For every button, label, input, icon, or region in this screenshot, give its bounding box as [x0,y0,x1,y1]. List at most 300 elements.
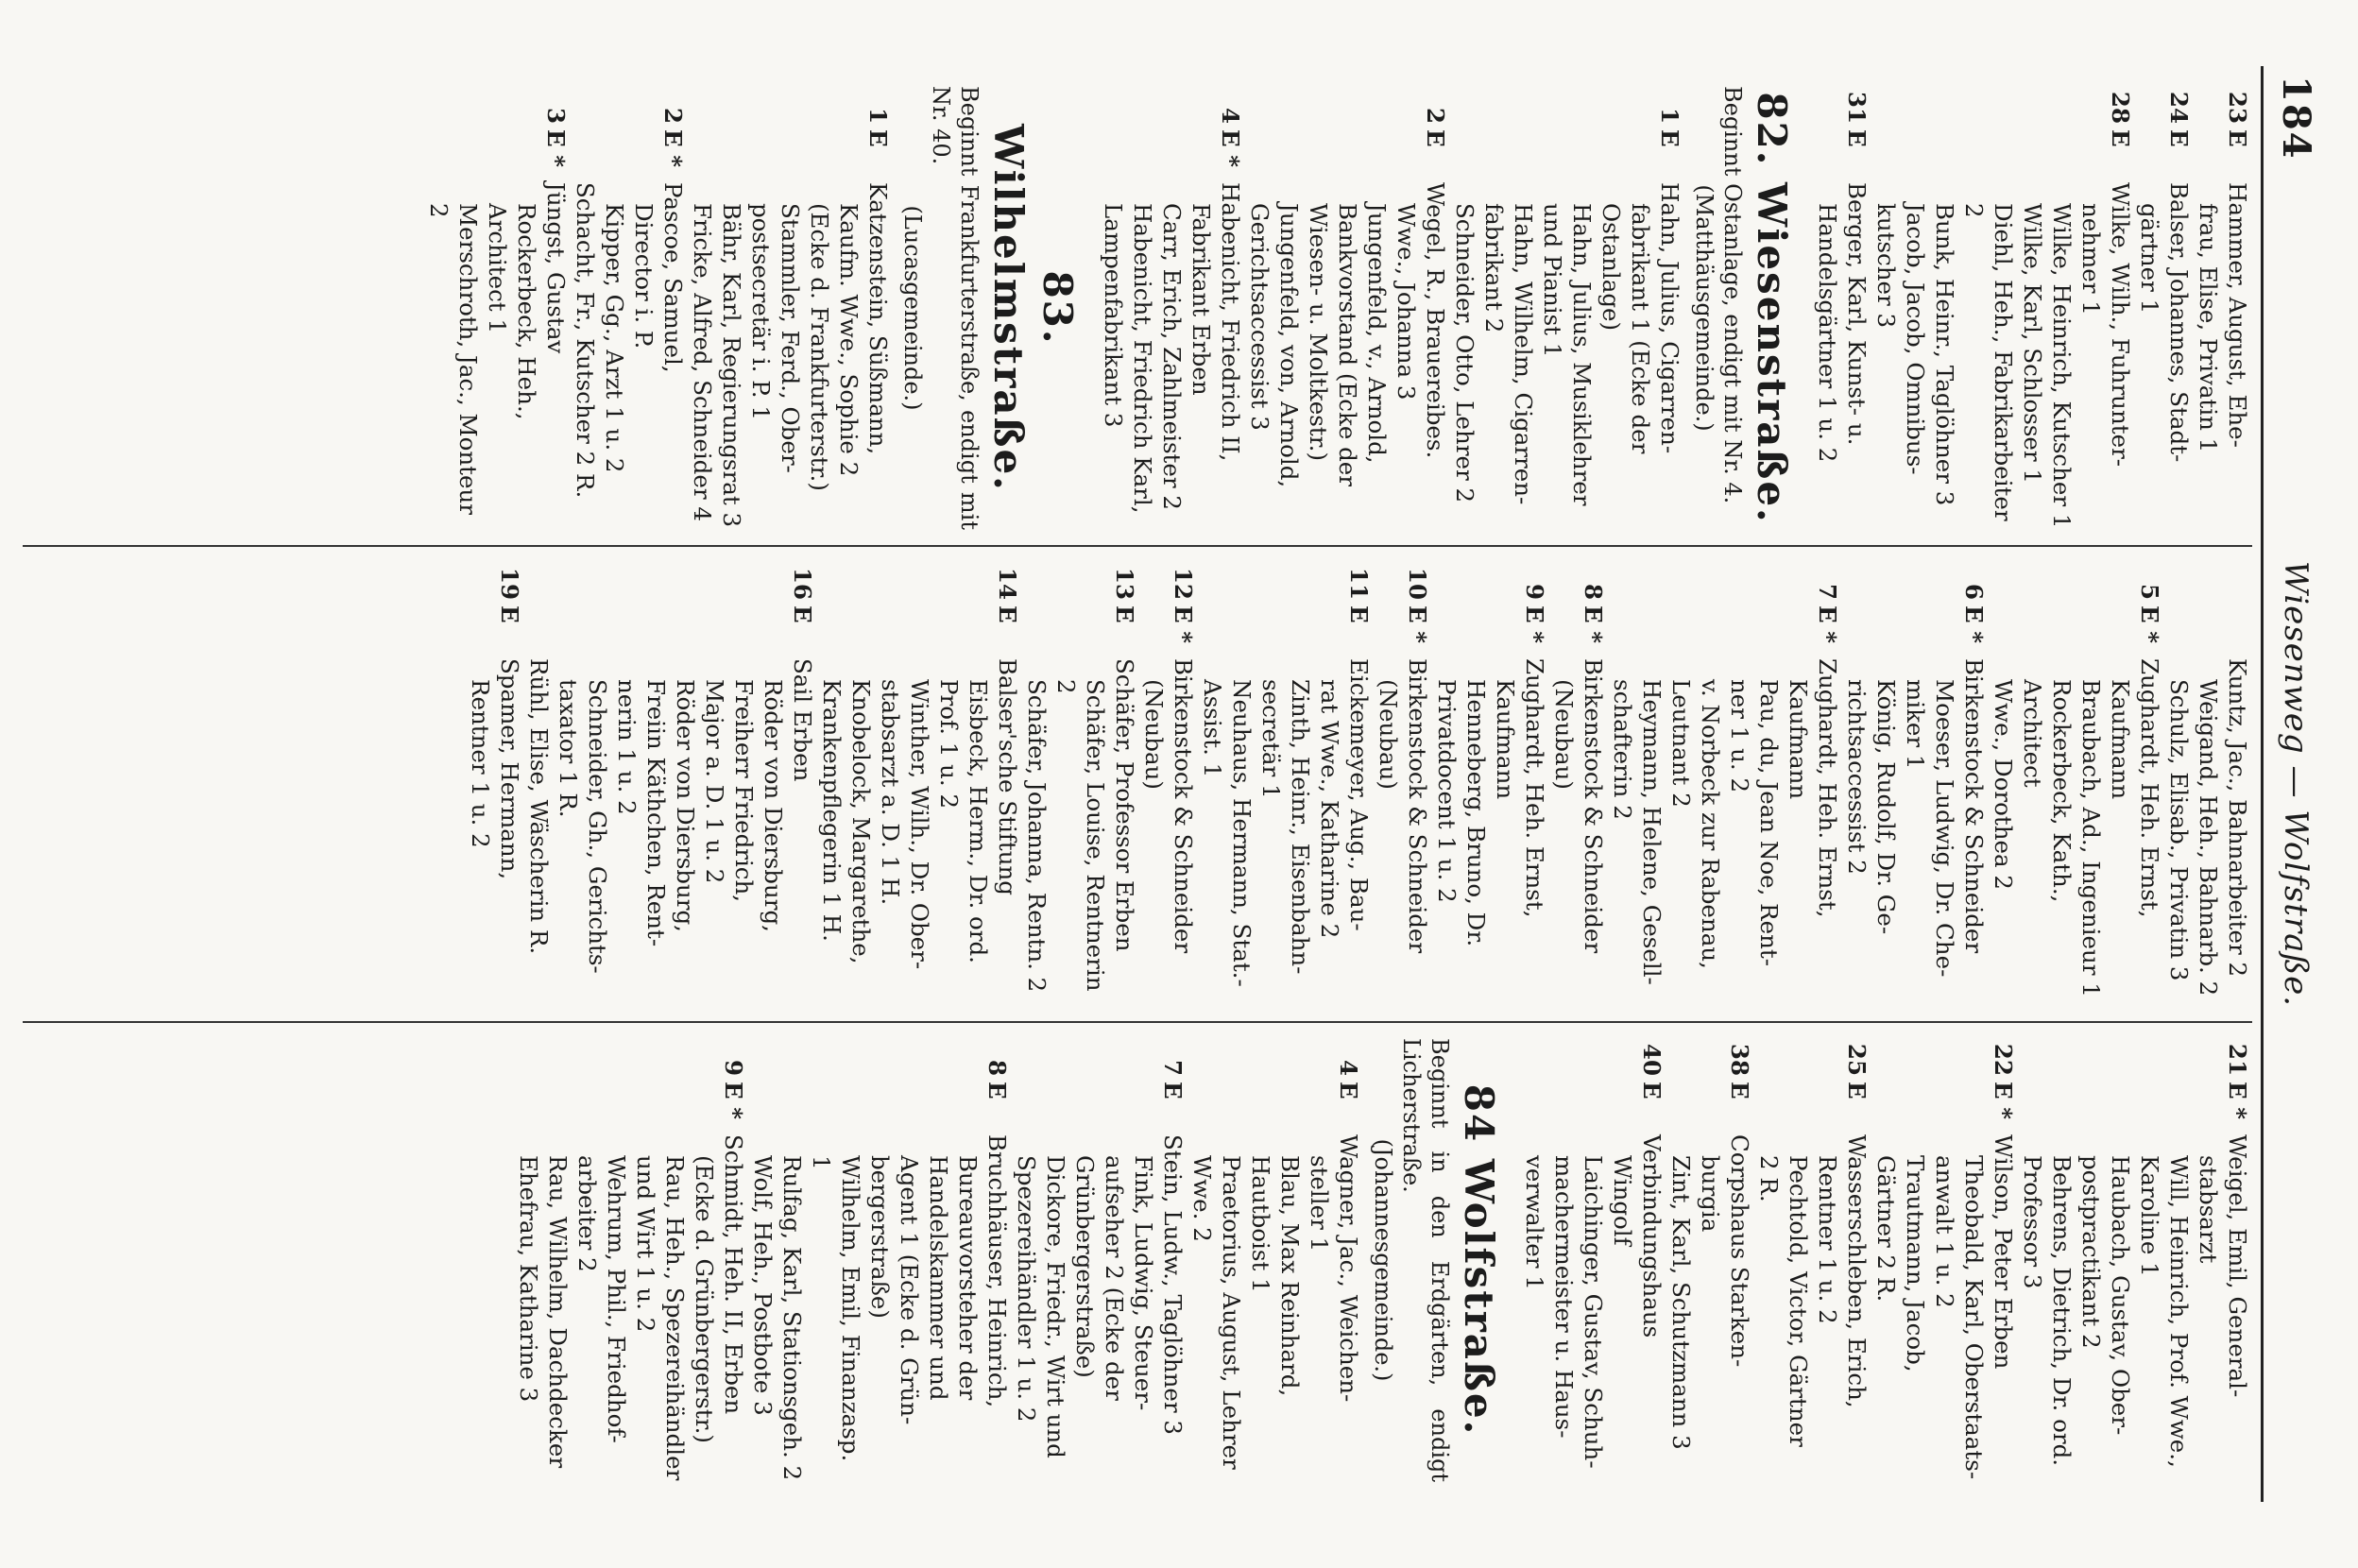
entry-flag: E [994,605,1021,623]
resident-line: König, Rudolf, Dr. Ge- [1872,679,1900,935]
resident-line: stabsarzt [2195,1155,2222,1264]
resident-line: Zinth, Heinr., Eisenbahn- [1287,679,1314,975]
resident-line: stabsarzt a. D. 1 H. [877,679,904,906]
resident-line: Fricke, Alfred, Schneider 4 [689,203,716,521]
resident-line: Sail Erben [789,658,816,782]
house-entry [1188,1038,1363,1482]
entry-flag: E [2165,129,2193,147]
resident-line: ner 1 u. 2 [1726,679,1753,793]
resident-line: und Pianist 1 [1539,203,1566,358]
resident-line: Bureauvorsteher der [954,1155,982,1401]
resident-line: Blau, Max Reinhard, [1276,1155,1304,1397]
resident-line: Agent 1 (Ecke d. Grün- [896,1155,923,1425]
resident-line: Fink, Ludwig, Steuer- [1130,1155,1157,1411]
house-number: 4 [1217,107,1244,124]
resident-line: Fabrikant Erben [1188,203,1215,396]
house-entry [2194,86,2252,530]
resident-line: Birkenstock & Schneider [1170,658,1197,954]
resident-line: Winther, Wilh., Dr. Ober- [906,679,933,970]
house-entry [1139,562,1198,1006]
resident-line: Wilhelm, Emil, Finanzasp. 1 [808,1155,864,1462]
resident-line: Director i. P. [630,203,658,349]
resident-line: Röder von Diersburg, [760,679,787,932]
resident-line: Verbindungshaus [1638,1134,1666,1338]
resident-line: Röder von Diersburg, [672,679,699,932]
house-entry [1666,1038,1754,1482]
resident-line: nerin 1 u. 2 [613,679,641,815]
resident-line: Spamer, Hermann, [496,658,523,880]
house-number: 10 [1404,567,1431,600]
entry-flag: E [496,605,523,623]
resident-line: machermeister u. Haus- [1550,1155,1578,1439]
page-header [2261,66,2318,1502]
resident-line: secretär 1 [1257,679,1285,799]
resident-line: Bähr, Karl, Regierungsrat 3 [718,203,745,528]
resident-list [1012,1134,1188,1482]
resident-line: Braubach, Ad., Ingenieur 1 [2077,679,2105,997]
street-description: Beginnt Frankfurterstraße, endigt mit Nr. 40. [928,86,982,530]
house-number: 13 [1111,567,1138,600]
house-number: 24 [2165,91,2193,124]
resident-line: (Neubau) [1140,679,1168,790]
resident-line: Wiesen- u. Moltkestr.) [1305,203,1332,462]
street-heading [1690,86,1796,530]
resident-line: Schulz, Elisab., Privatin 3 [2165,679,2193,981]
resident-line: Laichinger, Gustav, Schuh- [1580,1155,1607,1469]
resident-line: Behrens, Dietrich, Dr. ord. [2048,1155,2076,1467]
resident-list [2135,182,2194,530]
resident-line: Carr, Erich, Zahlmeister 2 [1158,203,1186,510]
resident-line: Rockerbeck, Kath., Architect [2019,679,2076,903]
resident-line: arbeiter 2 [573,1155,601,1272]
entry-flag: E [1422,129,1449,147]
resident-list [1099,182,1245,530]
resident-list [1139,658,1198,1006]
resident-list [1520,1134,1666,1482]
resident-list [1754,1134,1871,1482]
resident-line: Privatdocent 1 u. 2 [1433,679,1461,903]
resident-line: Birkenstock & Schneider [1404,658,1431,954]
resident-line: Rau, Wilhelm, Dachdecker [544,1155,572,1469]
resident-line: schafterin 2 [1609,679,1636,820]
house-entry [1842,562,1989,1006]
resident-list [1666,1134,1754,1482]
house-number: 19 [496,567,523,600]
resident-line: Ehefrau, Katharine 3 [515,1155,542,1403]
resident-line: Schacht, Fr., Kutscher 2 R. [572,182,599,499]
street-parish: (Lucasgemeinde.) [899,205,926,411]
resident-list [524,658,554,1006]
street-heading [898,86,1082,530]
entry-flag: E * [1170,605,1197,644]
entry-flag: E * [542,129,570,168]
resident-line: (Ecke d. Grünbergerstr.) [691,1155,718,1443]
resident-line: Professor 3 [2019,1155,2046,1289]
house-entry [1813,86,1871,530]
resident-line: Wwe. 2 [1188,1155,1216,1242]
entry-flag: E [1345,605,1373,623]
resident-line: Eickemeyer, Aug., Bau- [1345,658,1373,931]
resident-line: verwalter 1 [1521,1155,1548,1290]
resident-list [1842,658,1989,1006]
entry-flag: E * [2136,605,2163,644]
house-entry [2018,1038,2252,1482]
house-entry [1608,562,1842,1006]
house-entry [1549,562,1608,1006]
column-3 [23,1021,2252,1497]
entry-flag: E * [1217,129,1244,168]
resident-line: steller 1 [1306,1155,1333,1253]
resident-line: Balser'sche Stiftung [994,658,1021,895]
resident-list [466,658,524,1006]
column-2 [23,545,2252,1021]
resident-list [688,182,893,530]
house-number: 31 [1843,91,1871,124]
house-number: 8 [983,1059,1011,1076]
resident-line: Pau, du, Jean Noe, Rent- [1755,679,1783,966]
running-head: Wiesenweg — Wolfstraße. [2277,560,2315,1008]
resident-line: Bunk, Heinr., Taglöhner 3 [1931,203,1958,506]
entry-flag: E * [659,129,687,168]
resident-line: postsecretär i. P. 1 [747,203,775,420]
resident-line: (Neubau) [1375,679,1402,790]
resident-line: Ostanlage) [1598,203,1625,332]
resident-line: Prof. 1 u. 2 [935,679,963,810]
house-entry [1245,86,1450,530]
resident-line: Bankvorstand (Ecke der [1334,203,1361,487]
resident-line: Hahn, Wilhelm, Cigarren- [1510,203,1537,505]
house-entry [600,86,688,530]
resident-line: Leutnant 2 [1667,679,1695,808]
entry-flag: E [1638,1082,1666,1099]
entry-flag: E * [1960,605,1988,644]
resident-line: Hahn, Julius, Cigarren- [1656,182,1683,454]
resident-list [817,658,1022,1006]
resident-line: Zughardt, Heh. Ernst, [2136,658,2163,918]
resident-line: Kaufmann [1492,679,1519,800]
resident-line: fabrikant 1 (Ecke der [1627,203,1654,454]
column-1 [23,71,2252,545]
resident-line: Lampenfabrikant 3 [1100,203,1127,428]
resident-line: Kuntz, Jac., Bahnarbeiter 2 [2224,658,2251,978]
house-entry [1450,86,1684,530]
house-entry [571,86,600,530]
resident-line: Neuhaus, Hermann, Stat.- [1228,679,1256,987]
house-entry [1198,562,1374,1006]
resident-line: und Wirt 1 u. 2 [632,1155,659,1333]
resident-line: kutscher 3 [1872,203,1900,329]
house-entry [688,86,893,530]
resident-line: Stein, Ludw., Taglöhner 3 [1159,1134,1187,1435]
resident-line: nehmer 1 [2077,203,2105,315]
resident-line: Schneider, Otto, Lehrer 2 [1451,203,1478,503]
resident-line: Henneberg, Bruno, Dr. [1462,679,1490,947]
resident-line: burgia [1697,1155,1724,1233]
resident-line: anwalt 1 u. 2 [1931,1155,1958,1308]
entry-flag: E * [1814,605,1841,644]
house-entry [817,562,1022,1006]
house-entry [2164,562,2252,1006]
house-entry [1754,1038,1871,1482]
resident-line: Eisbeck, Herm., Dr. ord. [965,679,992,963]
resident-line: bergerstraße) [866,1155,894,1319]
resident-list [1813,182,1871,530]
resident-line: miker 1 [1902,679,1929,770]
resident-list [1432,658,1549,1006]
entry-flag: E * [1521,605,1548,644]
resident-line: Corpshaus Starken- [1726,1134,1753,1368]
resident-line: Hammer, August, Ehe- [2224,182,2251,448]
resident-line: Schäfer, Johanna, Rentn. 2 [1023,679,1051,993]
resident-list [1450,182,1684,530]
resident-line: Will, Heinrich, Prof. Wwe., [2165,1155,2193,1468]
resident-line: v. Norbeck zur Rabenau, [1697,679,1724,969]
resident-line: Heymann, Helene, Gesell- [1638,679,1666,985]
house-number: 8 [1580,583,1607,600]
house-number: 1 [864,107,892,124]
resident-line: Wolf, Heh., Postbote 3 [749,1155,777,1416]
street-title: 82. Wiesenstraße. [1749,92,1795,524]
resident-line: Rentner 1 u. 2 [1814,1155,1841,1324]
resident-line: Kaufmann [2107,679,2134,800]
house-number: 40 [1638,1043,1666,1076]
resident-line: richtsaccessist 2 [1843,679,1871,875]
resident-line: Schneider, Gh., Gerichts- [584,679,611,974]
house-number: 2 [1422,107,1449,124]
house-number: 5 [2136,583,2163,600]
resident-line: Kipper, Gg., Arzt 1 u. 2 [601,203,628,473]
resident-line: Kaufmann [1785,679,1812,800]
house-number: 2 [659,107,687,124]
entry-flag: E [1159,1082,1187,1099]
resident-line: 2 R. [1755,1155,1783,1202]
resident-line: Knobelock, Margarethe, [847,679,875,964]
resident-list [1198,658,1374,1006]
street-title: 84 Wolfstraße. [1456,1083,1502,1437]
house-entry [1012,1038,1188,1482]
resident-line: Wagner, Jac., Weichen- [1335,1134,1362,1403]
resident-line: fabrikant 2 [1480,203,1508,333]
resident-line: Wwe., Dorothea 2 [1990,679,2017,890]
resident-list [2164,658,2252,1006]
street-parish: (Matthäusgemeinde.) [1691,184,1717,432]
entry-flag: E [1843,1082,1871,1099]
resident-list [424,182,571,530]
street-description: Beginnt Ostanlage, endigt mit Nr. 4. [1719,86,1746,504]
entry-flag: E * [1580,605,1607,644]
resident-line: Wingolf [1609,1155,1636,1246]
resident-line: Rühl, Elise, Wäscherin R. [525,658,553,955]
entry-flag: E [1111,605,1138,623]
house-number: 3 [542,107,570,124]
resident-line: Spezereihändler 1 u. 2 [1013,1155,1040,1423]
house-number: 1 [1656,107,1683,124]
resident-list [1374,658,1432,1006]
resident-list [1188,1134,1363,1482]
resident-list [1549,658,1608,1006]
house-number: 22 [1990,1043,2017,1076]
house-number: 14 [994,567,1021,600]
resident-line: Rulfag, Karl, Stationsgeh. 2 [778,1155,806,1481]
entry-flag: E [1843,129,1871,147]
resident-line: Birkenstock & Schneider [1960,658,1988,954]
columns-container [23,71,2252,1497]
resident-list [600,182,688,530]
street-title: 83. Wilhelmstraße. [985,124,1081,492]
house-entry [1022,562,1139,1006]
resident-line: Zint, Karl, Schutzmann 3 [1667,1155,1695,1450]
resident-line: Jüngst, Gustav [542,182,570,354]
house-entry [1989,562,2164,1006]
house-entry [2135,86,2194,530]
entry-flag: E [789,605,816,623]
resident-line: Wehrum, Phil., Friedhof- [603,1155,630,1443]
resident-line: Schäfer, Louise, Rentnerin 2 [1052,679,1109,992]
resident-line: Pascoe, Samuel, [659,182,687,373]
entry-flag: E [983,1082,1011,1099]
entry-flag: E * [1990,1082,2017,1120]
resident-line: Wilke, Heinrich, Kutscher 1 [2048,203,2076,529]
house-entry [424,86,571,530]
house-entry [524,562,554,1006]
resident-line: Dickore, Friedr., Wirt und [1042,1155,1069,1458]
street-heading [1369,1038,1503,1482]
street-parish: (Johannesgemeinde.) [1370,1138,1396,1382]
entry-flag: E [2224,129,2251,147]
resident-line: Freiin Käthchen, Rent- [642,679,670,947]
house-entry [554,562,817,1006]
resident-line: Hahn, Julius, Musiklehrer [1568,203,1596,506]
resident-list [1245,182,1450,530]
entry-flag: E [1335,1082,1362,1099]
resident-list [1871,182,2135,530]
resident-line: Zughardt, Heh. Ernst, [1521,658,1548,918]
house-entry [1871,86,2135,530]
resident-line: Freiherr Friedrich, [730,679,758,903]
resident-line: Balser, Johannes, Stadt- [2165,182,2193,463]
entry-flag: E [2107,129,2134,147]
resident-line: Berger, Karl, Kunst- u. [1843,182,1871,446]
house-entry [748,1038,1012,1482]
page-number: 184 [2274,76,2318,161]
resident-line: Habenicht, Friedrich Karl, [1129,203,1156,514]
house-entry [514,1038,748,1482]
resident-line: Moeser, Ludwig, Dr. Che- [1931,679,1958,978]
resident-list [2018,1134,2252,1482]
resident-line: Karoline 1 [2136,1155,2163,1277]
resident-list [748,1134,1012,1482]
resident-line: Rau, Heh., Spezereihändler [661,1155,689,1481]
house-number: 9 [720,1059,747,1076]
resident-line: Wilke, Karl, Schlosser 1 [2019,203,2046,484]
resident-line: Hautboist 1 [1247,1155,1274,1293]
house-number: 28 [2107,91,2134,124]
resident-line: Bruchhäuser, Heinrich, [983,1134,1011,1408]
resident-line: Schäfer, Professor Erben [1111,658,1138,952]
resident-line: frau, Elise, Privatin 1 [2195,203,2222,453]
resident-list [571,182,600,530]
resident-line: Wilke, Wilh., Fuhrunter- [2107,182,2134,468]
resident-line: rat Wwe., Katharine 2 [1316,679,1343,939]
resident-line: Wwe., Johanna 3 [1393,203,1420,401]
entry-flag: E [1656,129,1683,147]
resident-list [1608,658,1842,1006]
house-number: 7 [1159,1059,1187,1076]
entry-flag: E [1726,1082,1753,1099]
resident-line: Jungenfeld, von, Arnold, [1275,203,1303,488]
resident-line: Weigel, Emil, General- [2224,1134,2251,1398]
house-entry [466,562,524,1006]
resident-line: Theobald, Karl, Oberstaats- [1960,1155,1988,1480]
resident-line: Diehl, Heh., Fabrikarbeiter 2 [1960,203,2017,521]
resident-line: Rentner 1 u. 2 [467,679,494,848]
resident-line: Trautmann, Jacob, [1902,1155,1929,1372]
resident-list [1871,1134,2018,1482]
resident-line: Gärtner 2 R. [1872,1155,1900,1303]
resident-line: Handelskammer und [925,1155,952,1401]
resident-line: Birkenstock & Schneider [1580,658,1607,954]
resident-line: Gerichtsaccessist 3 [1246,203,1273,431]
house-number: 21 [2224,1043,2251,1076]
resident-line: Rockerbeck, Heh., Architect 1 [484,203,540,420]
resident-line: Major a. D. 1 u. 2 [701,679,728,884]
resident-list [1989,658,2164,1006]
resident-list [2194,182,2252,530]
house-number: 7 [1814,583,1841,600]
resident-line: Assist. 1 [1199,679,1226,778]
resident-line: Jungenfeld, v., Arnold, [1363,203,1391,464]
resident-line: Wegel, R., Brauereibes. [1422,182,1449,459]
house-number: 11 [1345,567,1373,600]
resident-line: aufseher 2 (Ecke der [1101,1155,1128,1401]
house-number: 38 [1726,1043,1753,1076]
resident-line: (Ecke d. Frankfurterstr.) [806,203,833,491]
house-number: 6 [1960,583,1988,600]
resident-line: Wasserschleben, Erich, [1843,1134,1871,1408]
resident-list [514,1134,748,1482]
house-entry [1099,86,1245,530]
house-number: 12 [1170,567,1197,600]
resident-line: Stammler, Ferd., Ober- [777,203,804,473]
house-number: 9 [1521,583,1548,600]
resident-line: Kaufm. Wwe., Sophie 2 [835,203,863,477]
resident-line: Praetorius, August, Lehrer [1218,1155,1245,1470]
resident-line: Krankenpflegerin 1 H. [818,679,846,942]
resident-line: Weigand, Heh., Bahnarb. 2 [2195,679,2222,997]
house-entry [1871,1038,2018,1482]
house-entry [1520,1038,1666,1482]
resident-line: Merschroth, Jac., Monteur 2 [425,203,482,515]
resident-line: Zughardt, Heh. Ernst, [1814,658,1841,918]
street-description: Beginnt in den Erdgärten, endigt Licherstraße. [1398,1038,1453,1482]
resident-line: Grünbergerstraße) [1071,1155,1099,1378]
house-number: 25 [1843,1043,1871,1076]
resident-list [554,658,817,1006]
resident-line: Handelsgärtner 1 u. 2 [1814,203,1841,463]
resident-line: Wilson, Peter Erben [1990,1134,2017,1370]
resident-list [1022,658,1139,1006]
entry-flag: E [864,129,892,147]
house-entry [1432,562,1549,1006]
resident-line: postpractikant 2 [2077,1155,2105,1349]
resident-line: (Neubau) [1550,679,1578,790]
resident-line: gärtner 1 [2136,203,2163,315]
entry-flag: E * [2224,1082,2251,1120]
resident-line: Pechtold, Victor, Gärtner [1785,1155,1812,1447]
house-number: 4 [1335,1059,1362,1076]
resident-line: Jacob, Jacob, Omnibus- [1902,203,1929,475]
resident-line: Habenicht, Friedrich II, [1217,182,1244,462]
